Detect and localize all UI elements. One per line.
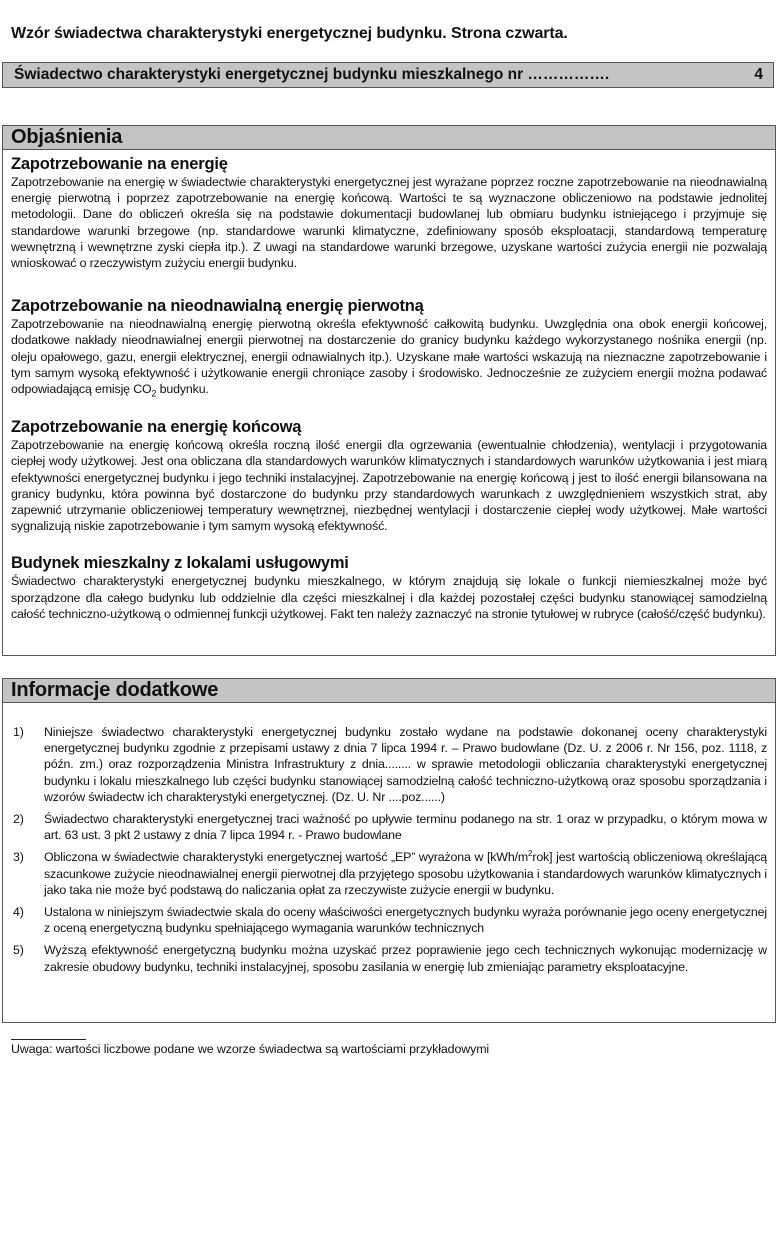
item-text — [44, 849, 767, 898]
subsection-title: Budynek mieszkalny z lokalami usługowymi — [11, 554, 349, 573]
certificate-header-bar — [2, 62, 774, 88]
subsection-text: Zapotrzebowanie na energię końcową określa roczną ilość energii dla ogrzewania (ewentualnie chłodzenia), wentylacji i przygotowania ciepłej wody użytkowej. Jest ona obliczana dla standardowych warunków klimatycznych i standardowych warunków użytkowania i jest miarą efektywności energetycznej budynku i jego techniki instalacyjnej. Zapotrzebowanie na energię końcową j jest to ilość energii bilansowana na granicy budynku, która powinna być dostarczone do budynku przy standardowych warunkach z uwzględnieniem wszystkich strat, aby zapewnić utrzymanie obliczeniowej temperatury wewnętrznej, niezbędnej wentylacji i dostarczenie ciepłej wody użytkowej. Małe wartości sygnalizują niskie zapotrzebowanie i tym samym wysoką efektywność. — [11, 438, 767, 534]
subsection-text: Zapotrzebowanie na energię w świadectwie charakterystyki energetycznej jest wyrażane poprzez roczne zapotrzebowanie na nieodnawialną energię pierwotną i poprzez zapotrzebowanie na energię końcową. Wartości te są wyznaczone obliczeniowo na podstawie jednolitej metodologii. Dane do obliczeń określa się na podstawie dokumentacji budowlanej lub obmiaru budynku istniejącego i przyjmuje się standardowe warunki brzegowe (np. standardowe warunki klimatyczne, zdefiniowany sposób eksploatacji, standardową temperaturę wewnętrzną i wewnętrzne zyski ciepła itp.). Z uwagi na standardowe warunki brzegowe, uzyskane wartości zużycia energii nie pozwalają wnioskować o rzeczywistym zużyciu energii budynku. — [11, 175, 767, 271]
subsection-mixed-use-building — [3, 534, 775, 622]
subsection-energy-demand — [3, 150, 775, 271]
additional-info-section — [2, 678, 776, 1023]
info-list — [3, 703, 775, 975]
item-number: 1) — [13, 725, 24, 739]
explanations-section — [2, 125, 776, 656]
section-heading: Informacje dodatkowe — [3, 679, 775, 703]
item-number: 5) — [13, 943, 24, 958]
item-text: Niniejsze świadectwo charakterystyki energetycznej budynku zostało wydane na podstawie dokonanej oceny charakterystyki energetycznej budynku zgodnie z przepisami ustawy z dnia 7 lipca 1994 r. – Prawo budowlane (Dz. U. z 2006 r. Nr 156, poz. 1118, z późn. zm.) oraz rozporządzenia Ministra Infrastruktury z dnia........ w sprawie metodologii obliczania charakterystyki energetycznej budynku i lokalu mieszkalnego lub części budynku stanowiącej samodzielną całość techniczno-użytkową oraz sposobu sporządzania i wzorów świadectw ich charakterystyki energetycznej. (Dz. U. Nr ....poz......) — [44, 725, 767, 804]
text-part: Obliczona w świadectwie charakterystyki energetycznej wartość „EP” wyrażona w [kWh/m — [44, 850, 529, 865]
section-heading: Objaśnienia — [3, 126, 775, 150]
footnote: Uwaga: wartości liczbowe podane we wzorze świadectwa są wartościami przykładowymi — [11, 1042, 490, 1056]
page-number: 4 — [754, 66, 763, 83]
subsection-title: Zapotrzebowanie na nieodnawialną energię pierwotną — [11, 297, 424, 316]
co2-subscript: 2 — [151, 388, 157, 399]
list-item — [11, 811, 767, 843]
subsection-text — [11, 316, 767, 397]
document-title: Wzór świadectwa charakterystyki energetycznej budynku. Strona czwarta. — [11, 25, 568, 42]
item-text: Świadectwo charakterystyki energetycznej traci ważność po upływie terminu podanego na str. 1 oraz w przypadku, o którym mowa w art. 63 ust. 3 pkt 2 ustawy z dnia 7 lipca 1994 r. - Prawo budowlane — [44, 812, 767, 843]
subsection-text: Świadectwo charakterystyki energetycznej budynku mieszkalnego, w którym znajdują się lokale o funkcji niemieszkalnej może być sporządzone dla całego budynku lub oddzielnie dla części mieszkalnej i dla każdej pozostałej części budynku stanowiącej samodzielną całość techniczno-użytkową o odmiennej funkcji użytkowej. Fakt ten należy zaznaczyć na stronie tytułowej w rubryce (całość/część budynku). — [11, 574, 767, 621]
list-item — [11, 849, 767, 898]
item-number: 2) — [13, 812, 24, 827]
item-text: Ustalona w niniejszym świadectwie skala do oceny właściwości energetycznych budynku wyraża porównanie jego oceny energetycznej z oceną energetyczną budynku spełniającego wymagania warunków technicznych — [44, 905, 767, 936]
subsection-title: Zapotrzebowanie na energię — [11, 155, 228, 173]
item-text: Wyższą efektywność energetyczną budynku można uzyskać przez poprawienie jego cech technicznych wykonując modernizację w zakresie obudowy budynku, techniki instalacyjnej, sposobu zasilania w energię lub zmieniając parametry eksploatacyjne. — [44, 943, 767, 974]
item-number: 4) — [13, 905, 24, 920]
item-number: 3) — [13, 850, 24, 865]
m2-superscript: 2 — [528, 849, 533, 859]
subsection-final-energy — [3, 397, 775, 534]
text-part: Zapotrzebowanie na nieodnawialną energię pierwotną określa efektywność całkowitą budynku. Uwzględnia ona obok energii końcowej, dodatkowe nakłady nieodnawialnej energii pierwotnej na dostarczenie do granicy budynku każdego wykorzystanego nośnika energii (np. oleju opałowego, gazu, energii elektrycznej, energii odnawialnych itp.). Uzyskane małe wartości wskazują na nieznaczne zapotrzebowanie i tym samym wysoką efektywność i użytkowanie energii chroniące zasoby i środowisko. Jednocześnie ze zużyciem energii można podawać odpowiadającą emisję CO — [11, 317, 767, 397]
certificate-label: Świadectwo charakterystyki energetycznej budynku mieszkalnego nr ……………. — [14, 66, 610, 83]
text-part: budynku. — [156, 382, 209, 397]
subsection-title: Zapotrzebowanie na energię końcową — [11, 418, 302, 437]
subsection-primary-energy — [3, 271, 775, 397]
list-item — [11, 904, 767, 936]
footnote-divider — [11, 1039, 86, 1040]
text-part: rok] jest wartością obliczeniową określającą szacunkowe zużycie nieodnawialnej energii pierwotnej dla przyjętego sposobu użytkowania i standardowych warunków klimatycznych i jako taka nie może być podstawą do naliczania opłat za rzeczywiste zużycie energii w budynku. — [44, 850, 767, 897]
list-item — [11, 724, 767, 805]
list-item — [11, 942, 767, 974]
